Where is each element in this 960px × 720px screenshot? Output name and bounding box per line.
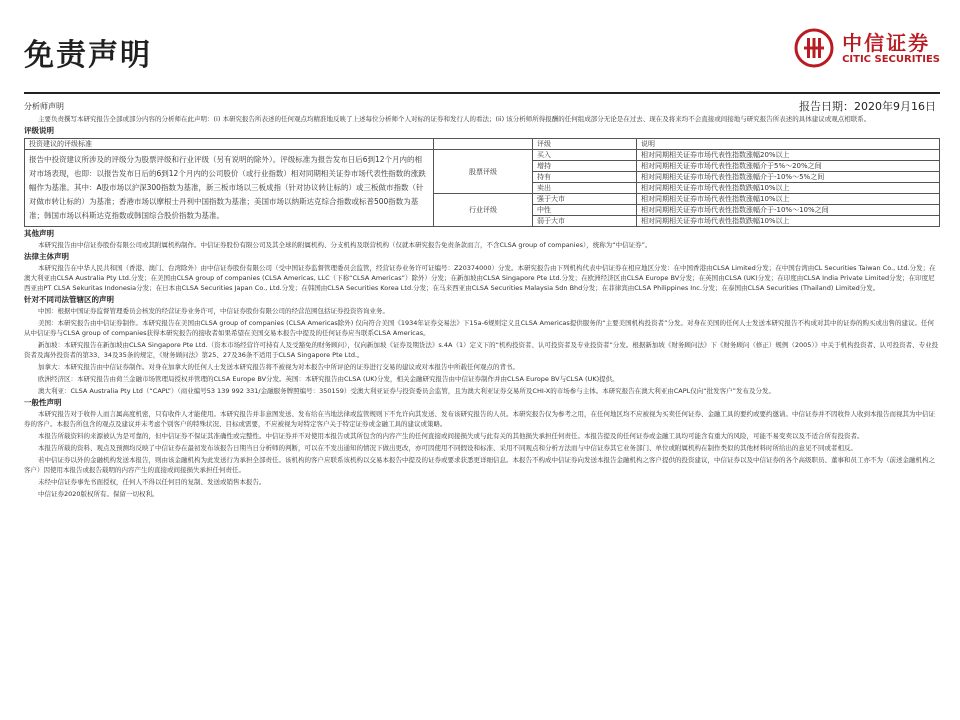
general-paragraph: 本研究报告对于收件人而言属高度机密，只有收件人才能使用。本研究报告并非意图发送、发布给在当地法律或监管规则下不允许向其发送、发布该研究报告的人员。本研究报告仅为参考之用，在任何地区均不应被视为买卖任何证券、金融工具的要约或要约邀请。中信证券并不因收件人收到本报告而视其为中信证券的客户。本报告所包含的观点及建议并未考虑个别客户的特殊状况、目标或需要，不应被视为对特定客户关于特定证券或金融工具的建议或策略。 <box>24 410 935 428</box>
page-title: 免责声明 <box>24 38 152 73</box>
stock-grade-desc: 相对同期相关证券市场代表性指数跌幅10%以上 <box>637 183 940 194</box>
general-paragraph: 本报告所载的资料、观点及预测均反映了中信证券在最初发布该报告日期当日分析师的判断，可以在不发出通知的情况下做出更改，亦可因使用不同假设和标准、采用不同观点和分析方法而与中信证券其它业务部门、单位或附属机构在制作类似的其他材料时所给出的意见不同或者相反。 <box>38 444 857 452</box>
brand-name-cn: 中信证券 <box>842 30 931 55</box>
industry-grade-desc: 相对同期相关证券市场代表性指数跌幅10%以上 <box>637 216 940 227</box>
analyst-statement-text: 主要负责撰写本研究报告全部或部分内容的分析师在此声明：(i) 本研究报告所表述的任何观点均精准地反映了上述每位分析师个人对标的证券和发行人的看法；(ii) 该分析师所得报酬的任何组成部分无论是在过去、现在及将来均不会直接或间接地与研究报告所表述的具体建议或观点相联系。 <box>38 115 871 123</box>
regional-heading: 针对不同司法管辖区的声明 <box>24 295 114 304</box>
citic-logo-icon <box>794 28 834 68</box>
legal-heading: 法律主体声明 <box>24 252 69 261</box>
regional-paragraph: 新加坡：本研究报告在新加坡由CLSA Singapore Pte Ltd.（资本市场经营许可持有人及受豁免的财务顾问），仅向新加坡《证券及期货法》s.4A（1）定义下的“机构投资者、认可投资者及专业投资者”分发。根据新加坡《财务顾问法》下《财务顾问（修正）规例（2005）》中关于机构投资者、认可投资者、专业投资者及海外投资者的第33、34及35条的规定，《财务顾问法》第25、27及36条不适用于CLSA Singapore Pte Ltd.。 <box>24 341 939 359</box>
rating-table <box>24 138 940 227</box>
general-paragraph: 本报告所载资料的来源被认为是可靠的，但中信证券不保证其准确性或完整性。中信证券并不对使用本报告或其所包含的内容产生的任何直接或间接损失或与此有关的其他损失承担任何责任。本报告提及的任何证券或金融工具均可能含有重大的风险，可能不易变卖以及不适合所有投资者。 <box>38 432 864 440</box>
other-heading: 其他声明 <box>24 229 54 238</box>
title-divider <box>24 92 940 94</box>
general-paragraph: 中信证券2020版权所有。保留一切权利。 <box>38 490 159 498</box>
stock-grade-desc: 相对同期相关证券市场代表性指数涨幅介于-10%～5%之间 <box>637 172 940 183</box>
stock-grade: 买入 <box>533 150 637 161</box>
regional-paragraph: 美国：本研究报告由中信证券制作。本研究报告在美国由CLSA group of companies (CLSA Americas除外) 仅向符合美国《1934年证券交易法》下15a-6规则定义且CLSA Americas提供服务的“主要美国机构投资者”分发。对身在美国的任何人士发送本研究报告不构成对其中的证券的购买或出售的建议。任何从中信证券与CLSA group of companies获得本研究报告的接收者如果希望在美国交易本报告中提及的任何证券应当联系CLSA Americas。 <box>24 319 934 337</box>
regional-paragraph: 欧洲经济区：本研究报告由荷兰金融市场管理局授权并管理的CLSA Europe BV分发。英国：本研究报告由CLSA (UK)分发，相关金融研究报告由中信证券制作并由CLSA Europe BV与CLSA (UK)提供。 <box>38 375 619 383</box>
industry-grade-desc: 相对同期相关证券市场代表性指数涨幅介于-10%～10%之间 <box>637 205 940 216</box>
general-heading: 一般性声明 <box>24 398 62 407</box>
rating-header-standard: 投资建议的评级标准 <box>25 139 434 150</box>
stock-grade-desc: 相对同期相关证券市场代表性指数涨幅20%以上 <box>637 150 940 161</box>
general-paragraph: 未经中信证券事先书面授权，任何人不得以任何目的复制、发送或销售本报告。 <box>38 478 266 486</box>
rating-header-grade: 评级 <box>533 139 637 150</box>
general-paragraph: 若中信证券以外的金融机构发送本报告，则由该金融机构为此发送行为承担全部责任。该机构的客户应联系该机构以交易本报告中提及的证券或要求获悉更详细信息。本报告不构成中信证券向发送本报告金融机构之客户提供的投资建议，中信证券以及中信证券的各个高级职员、董事和员工亦不为（前述金融机构之客户）因使用本报告或报告载明的内容产生的直接或间接损失承担任何责任。 <box>24 456 935 474</box>
report-date: 报告日期：2020年9月16日 <box>799 100 936 113</box>
industry-grade: 中性 <box>533 205 637 216</box>
other-text: 本研究报告由中信证券股份有限公司或其附属机构制作。中信证券股份有限公司及其全球的附属机构、分支机构及联营机构（仅就本研究报告免责条款而言，不含CLSA group of companies），统称为“中信证券”。 <box>38 241 652 249</box>
industry-grade: 强于大市 <box>533 194 637 205</box>
disclaimer-body <box>24 114 940 501</box>
stock-grade-desc: 相对同期相关证券市场代表性指数涨幅介于5%～20%之间 <box>637 161 940 172</box>
regional-paragraph: 中国：根据中国证券监督管理委员会核发的经营证券业务许可，中信证券股份有限公司的经营范围包括证券投资咨询业务。 <box>38 307 389 315</box>
analyst-statement-heading: 分析师声明 <box>24 102 64 111</box>
legal-text: 本研究报告在中华人民共和国（香港、澳门、台湾除外）由中信证券股份有限公司（受中国证券监督管理委员会监管，经营证券业务许可证编号：Z20374000）分发。本研究报告由下列机构代表中信证券在相应地区分发：在中国香港由CLSA Limited分发；在中国台湾由CL Securities Taiwan Co., Ltd.分发；在澳大利亚由CLSA Australia Pty Ltd.分发；在美国由CLSA group of companies (CLSA Americas, LLC（下称“CLSA Americas”）除外）分发；在新加坡由CLSA Singapore Pte Ltd.分发；在欧洲经济区由CLSA Europe BV分发；在英国由CLSA (UK)分发；在印度由CLSA India Private Limited分发；在印度尼西亚由PT CLSA Sekuritas Indonesia分发；在日本由CLSA Securities Japan Co., Ltd.分发；在韩国由CLSA Securities Korea Ltd.分发；在马来西亚由CLSA Securities Malaysia Sdn Bhd分发；在菲律宾由CLSA Philippines Inc.分发；在泰国由CLSA Securities (Thailand) Limited分发。 <box>24 264 936 292</box>
regional-paragraph: 加拿大：本研究报告由中信证券制作。对身在加拿大的任何人士发送本研究报告将不被视为对本报告中所评论的证券进行交易的建议或对本报告中所载任何观点的背书。 <box>38 363 519 371</box>
rating-heading: 评级说明 <box>24 126 54 135</box>
stock-rating-category: 股票评级 <box>434 150 533 194</box>
rating-description: 报告中投资建议所涉及的评级分为股票评级和行业评级（另有说明的除外）。评级标准为报告发布日后6到12个月内的相对市场表现，也即：以报告发布日后的6到12个月内的公司股价（或行业指数）相对同期相关证券市场代表性指数的涨跌幅作为基准。其中：A股市场以沪深300指数为基准，新三板市场以三板成指（针对协议转让标的）或三板做市指数（针对做市转让标的）为基准；香港市场以摩根士丹利中国指数为基准；美国市场以纳斯达克综合指数或标普500指数为基准；韩国市场以科斯达克指数或韩国综合股价指数为基准。 <box>25 150 434 227</box>
brand-name-en: CITIC SECURITIES <box>842 53 940 65</box>
industry-grade-desc: 相对同期相关证券市场代表性指数涨幅10%以上 <box>637 194 940 205</box>
stock-grade: 卖出 <box>533 183 637 194</box>
stock-grade: 增持 <box>533 161 637 172</box>
brand-logo <box>794 28 940 68</box>
rating-header-desc: 说明 <box>637 139 940 150</box>
industry-rating-category: 行业评级 <box>434 194 533 227</box>
industry-grade: 弱于大市 <box>533 216 637 227</box>
stock-grade: 持有 <box>533 172 637 183</box>
regional-paragraph: 澳大利亚：CLSA Australia Pty Ltd（“CAPL”）（商业编号53 139 992 331/金融服务牌照编号：350159）受澳大利亚证券与投资委员会监管，且为澳大利亚证券交易所及CHI-X的市场参与主体。本研究报告在澳大利亚由CAPL仅向“批发客户”发布及分发。 <box>38 387 775 395</box>
